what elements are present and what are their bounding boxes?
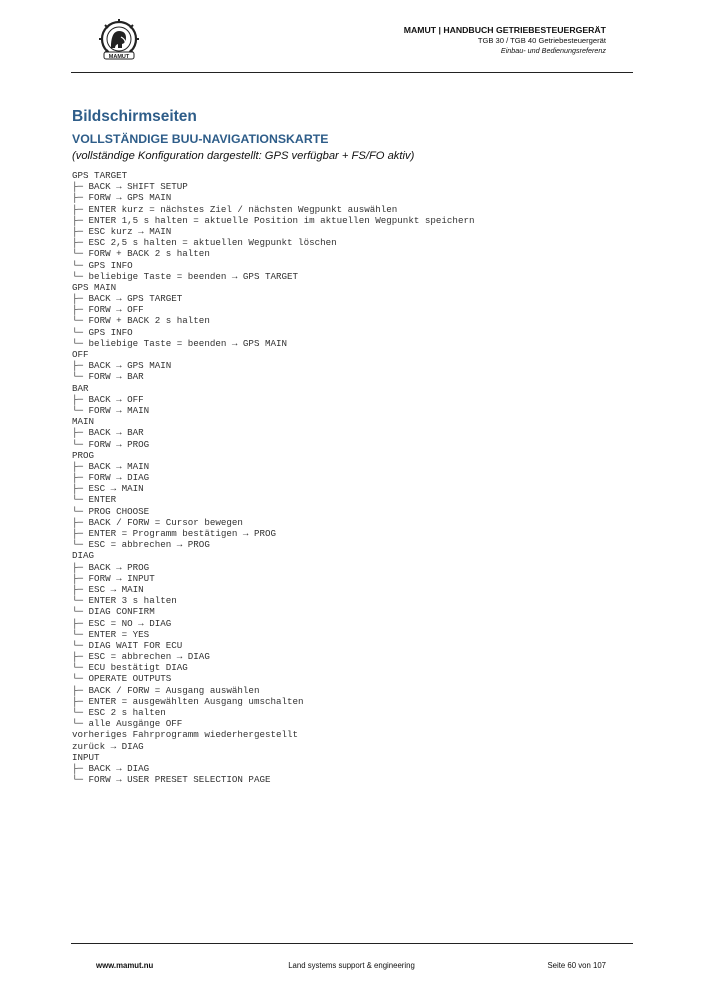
- nav-map-line: ├─ ENTER kurz = nächstes Ziel / nächsten Wegpunkt auswählen: [72, 203, 398, 215]
- nav-map-line: └─ GPS INFO: [72, 259, 133, 271]
- footer-website: www.mamut.nu: [96, 961, 154, 970]
- nav-map-line: OFF: [72, 349, 89, 360]
- nav-map-line: └─ FORW → MAIN: [72, 404, 150, 416]
- nav-map-line: ├─ FORW → INPUT: [72, 572, 155, 584]
- nav-map-line: ├─ ESC = abbrechen → DIAG: [72, 651, 210, 663]
- nav-map-line: └─ ENTER 3 s halten: [72, 595, 177, 607]
- logo-text: MAMUT: [108, 54, 130, 60]
- nav-map-line: ├─ FORW → OFF: [72, 304, 144, 316]
- footer-page-number: Seite 60 von 107: [547, 961, 606, 970]
- nav-map-line: ├─ FORW → GPS MAIN: [72, 192, 172, 204]
- header-title: MAMUT | HANDBUCH GETRIEBESTEUERGERÄT: [403, 25, 606, 35]
- nav-map-line: ├─ BACK → MAIN: [72, 460, 150, 472]
- nav-map-line: └─ ESC 2 s halten: [72, 707, 166, 718]
- nav-map-line: ├─ ESC = NO → DIAG: [72, 617, 172, 629]
- nav-map-line: ├─ BACK → PROG: [72, 561, 150, 573]
- nav-map-line: BAR: [72, 382, 89, 394]
- nav-map-line: └─ DIAG WAIT FOR ECU: [72, 639, 183, 651]
- nav-map-line: ├─ ESC → MAIN: [72, 583, 144, 595]
- nav-map-line: └─ beliebige Taste = beenden → GPS MAIN: [72, 337, 288, 349]
- nav-map-line: └─ FORW + BACK 2 s halten: [72, 315, 210, 327]
- nav-map-line: └─ ENTER: [72, 494, 117, 506]
- nav-map-line: zurück → DIAG: [72, 740, 144, 752]
- nav-map-line: INPUT: [72, 751, 100, 763]
- nav-map-line: ├─ BACK → SHIFT SETUP: [72, 181, 188, 193]
- section-heading: VOLLSTÄNDIGE BUU-NAVIGATIONSKARTE: [72, 132, 329, 146]
- nav-map-line: └─ FORW → BAR: [72, 371, 144, 383]
- nav-map-line: ├─ ESC → MAIN: [72, 483, 144, 495]
- nav-map-line: MAIN: [72, 416, 95, 428]
- navigation-map: [72, 170, 632, 785]
- nav-map-line: ├─ ENTER = Programm bestätigen → PROG: [72, 528, 276, 539]
- header-models: TGB 30 / TGB 40 Getriebesteuergerät: [477, 36, 606, 45]
- nav-map-line: ├─ FORW → DIAG: [72, 472, 150, 484]
- section-note: (vollständige Konfiguration dargestellt: GPS verfügbar + FS/FO aktiv): [72, 150, 415, 162]
- nav-map-line: ├─ ESC kurz → MAIN: [72, 225, 172, 237]
- nav-map-line: GPS MAIN: [72, 281, 117, 293]
- nav-map-line: ├─ BACK / FORW = Ausgang auswählen: [72, 684, 260, 696]
- header-divider: [71, 72, 633, 73]
- header-subtitle: Einbau- und Bedienungsreferenz: [500, 46, 606, 55]
- nav-map-line: GPS TARGET: [72, 170, 128, 181]
- mamut-logo: [95, 18, 143, 62]
- nav-map-line: └─ DIAG CONFIRM: [72, 606, 155, 618]
- nav-map-line: ├─ ENTER 1,5 s halten = aktuelle Position im aktuellen Wegpunkt speichern: [72, 214, 475, 226]
- nav-map-line: ├─ BACK → GPS MAIN: [72, 360, 172, 372]
- nav-map-line: └─ alle Ausgänge OFF: [72, 718, 183, 730]
- nav-map-line: └─ beliebige Taste = beenden → GPS TARGET: [72, 270, 299, 282]
- nav-map-line: └─ ENTER = YES: [72, 628, 150, 640]
- nav-map-line: └─ ESC = abbrechen → PROG: [72, 539, 210, 551]
- nav-map-line: ├─ ESC 2,5 s halten = aktuellen Wegpunkt löschen: [72, 237, 337, 249]
- nav-map-line: └─ PROG CHOOSE: [72, 505, 150, 517]
- nav-map-line: └─ FORW → PROG: [72, 438, 150, 450]
- nav-map-line: └─ FORW + BACK 2 s halten: [72, 248, 210, 260]
- nav-map-line: DIAG: [72, 550, 95, 562]
- nav-map-line: ├─ BACK / FORW = Cursor bewegen: [72, 516, 243, 528]
- nav-map-line: PROG: [72, 449, 95, 461]
- nav-map-line: vorheriges Fahrprogramm wiederhergestellt: [72, 729, 299, 741]
- nav-map-line: └─ FORW → USER PRESET SELECTION PAGE: [72, 774, 271, 786]
- nav-map-line: ├─ BACK → GPS TARGET: [72, 293, 183, 305]
- nav-map-line: └─ ECU bestätigt DIAG: [72, 662, 188, 674]
- footer-divider: [71, 943, 633, 944]
- nav-map-line: ├─ BACK → BAR: [72, 427, 144, 439]
- nav-map-line: └─ GPS INFO: [72, 326, 133, 338]
- nav-map-line: └─ OPERATE OUTPUTS: [72, 673, 172, 685]
- footer-tagline: Land systems support & engineering: [288, 961, 415, 970]
- section-title: Bildschirmseiten: [72, 108, 197, 125]
- nav-map-line: ├─ BACK → DIAG: [72, 762, 150, 774]
- nav-map-line: ├─ BACK → OFF: [72, 393, 144, 405]
- nav-map-line: ├─ ENTER = ausgewählten Ausgang umschalten: [72, 695, 304, 707]
- page-header: [404, 25, 606, 56]
